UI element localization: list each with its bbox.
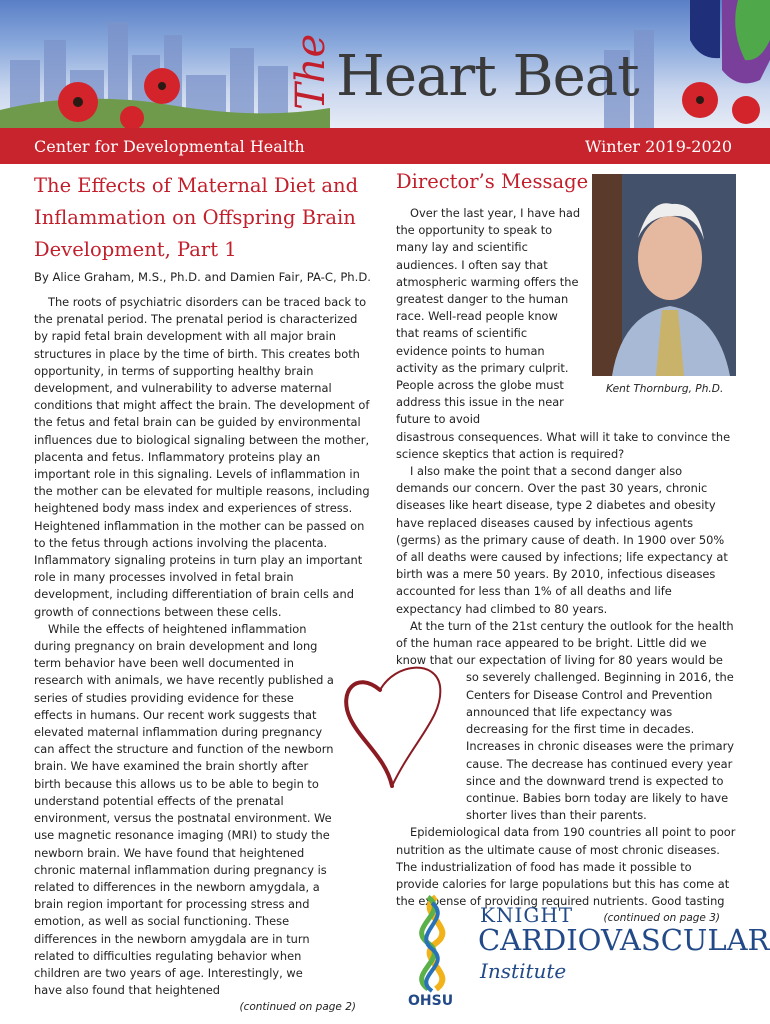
logo-line-3: Institute bbox=[480, 959, 567, 983]
director-paragraph-1b: disastrous consequences. What will it take to convince the science skeptics that action is required? bbox=[396, 429, 731, 461]
director-continued: (continued on page 3) bbox=[603, 912, 720, 925]
director-paragraph-2: I also make the point that a second danger also demands our concern. Over the past 30 years, chronic diseases like heart disease, type 2 diabetes and obesity have replaced diseases caused by infectious agents (germs) as the primary cause of death. In 1900 over 50% of all deaths were caused by infections; life expectancy at birth was a mere 50 years. By 2010, infectious diseases accounted for less than 1% of all deaths and life expectancy had climbed to 80 years. bbox=[396, 464, 728, 616]
article-paragraph-2: While the effects of heightened inflammation during pregnancy on brain development and long term behavior have been well documented in research with animals, we have recently published a series of studies providing evidence for these effects in humans. Our recent work suggests that elevated maternal inflammation during pregnancy can affect the structure and function of the newborn brain. We have examined the brain shortly after birth because this allows us to be able to begin to understand potential effects of the prenatal environment, versus the postnatal environment. We use magnetic resonance imaging (MRI) to study the newborn brain. We have found that heightened chronic maternal inflammation during pregnancy is related to differences in the newborn amygdala, a brain region important for processing stress and emotion, as well as social functioning. These differences in the newborn amygdala are in turn related to difficulties regulating behavior when children are two years of age. Interestingly, we have also found that heightened bbox=[34, 621, 334, 998]
masthead-band bbox=[0, 128, 770, 164]
director-paragraph-3b: so severely challenged. Beginning in 2016, the Centers for Disease Control and Prevention announced that life expectancy was decreasing for the first time in decades. Increases in chronic diseases were the primary cause. The decrease has continued every year since and the downward trend is expected to continue. Babies born today are likely to have shorter lives than their parents. bbox=[466, 670, 735, 823]
headline-line-2: Inflammation on Offspring Brain bbox=[34, 206, 356, 229]
masthead-title: Heart Beat bbox=[336, 44, 639, 109]
director-column bbox=[396, 170, 738, 924]
director-paragraph-1: Over the last year, I have had the opportunity to speak to many lay and scientific audiences. I often say that atmospheric warming offers the greatest danger to the human race. Well-read people know that reams of scientific evidence points to human activity as the primary culprit. People across the globe must address this issue in the near future to avoid bbox=[396, 206, 581, 427]
headline-line-1: The Effects of Maternal Diet and bbox=[34, 174, 359, 197]
article-headline bbox=[34, 170, 374, 266]
article-continued: (continued on page 2) bbox=[239, 1001, 356, 1014]
masthead bbox=[0, 0, 770, 128]
director-heading: Director’s Message bbox=[396, 170, 589, 193]
logo-line-1: KNIGHT bbox=[480, 903, 574, 927]
masthead-the: The bbox=[288, 33, 334, 110]
organization-name: Center for Developmental Health bbox=[34, 137, 305, 156]
knight-cardiovascular-logo bbox=[402, 893, 770, 1017]
director-paragraph-3: At the turn of the 21st century the outlook for the health of the human race appeared to be bright. Little did we know that our expectation of living for 80 years would be bbox=[396, 618, 734, 668]
article-paragraph-1: The roots of psychiatric disorders can be traced back to the prenatal period. The prenatal period is characterized by rapid fetal brain development with all major brain structures in place by the time of birth. This creates both opportunity, in terms of supporting healthy brain development, and vulnerability to adverse maternal conditions that might affect the brain. The development of the fetus and fetal brain can be guided by environmental influences due to biological signaling between the mother, placenta and fetus. Inflammatory proteins play an important role in this signaling. Levels of inflammation in the mother can be elevated for multiple reasons, including heightened body mass index and experiences of stress. Heightened inflammation in the mother can be passed on to the fetus through actions involving the placenta. Inflammatory signaling proteins in turn play an important role in many processes involved in fetal brain development, including differentiation of brain cells and growth of connections between these cells. bbox=[34, 295, 370, 619]
article-column bbox=[34, 170, 374, 1013]
issue-date: Winter 2019-2020 bbox=[584, 137, 732, 156]
ohsu-wordmark: OHSU bbox=[408, 993, 454, 1009]
headline-line-3: Development, Part 1 bbox=[34, 238, 237, 261]
logo-line-2: CARDIOVASCULAR bbox=[478, 923, 770, 957]
dna-helix-icon bbox=[402, 893, 472, 993]
director-paragraph-4: Epidemiological data from 190 countries all point to poor nutrition as the ultimate cause of most chronic diseases. The industrialization of food has made it possible to provide calories for large populations but this has come at the expense of providing required nutrients. Good tasting bbox=[396, 825, 736, 909]
photo-caption: Kent Thornburg, Ph.D. bbox=[606, 383, 724, 395]
article-byline: By Alice Graham, M.S., Ph.D. and Damien Fair, PA-C, Ph.D. bbox=[34, 270, 371, 284]
